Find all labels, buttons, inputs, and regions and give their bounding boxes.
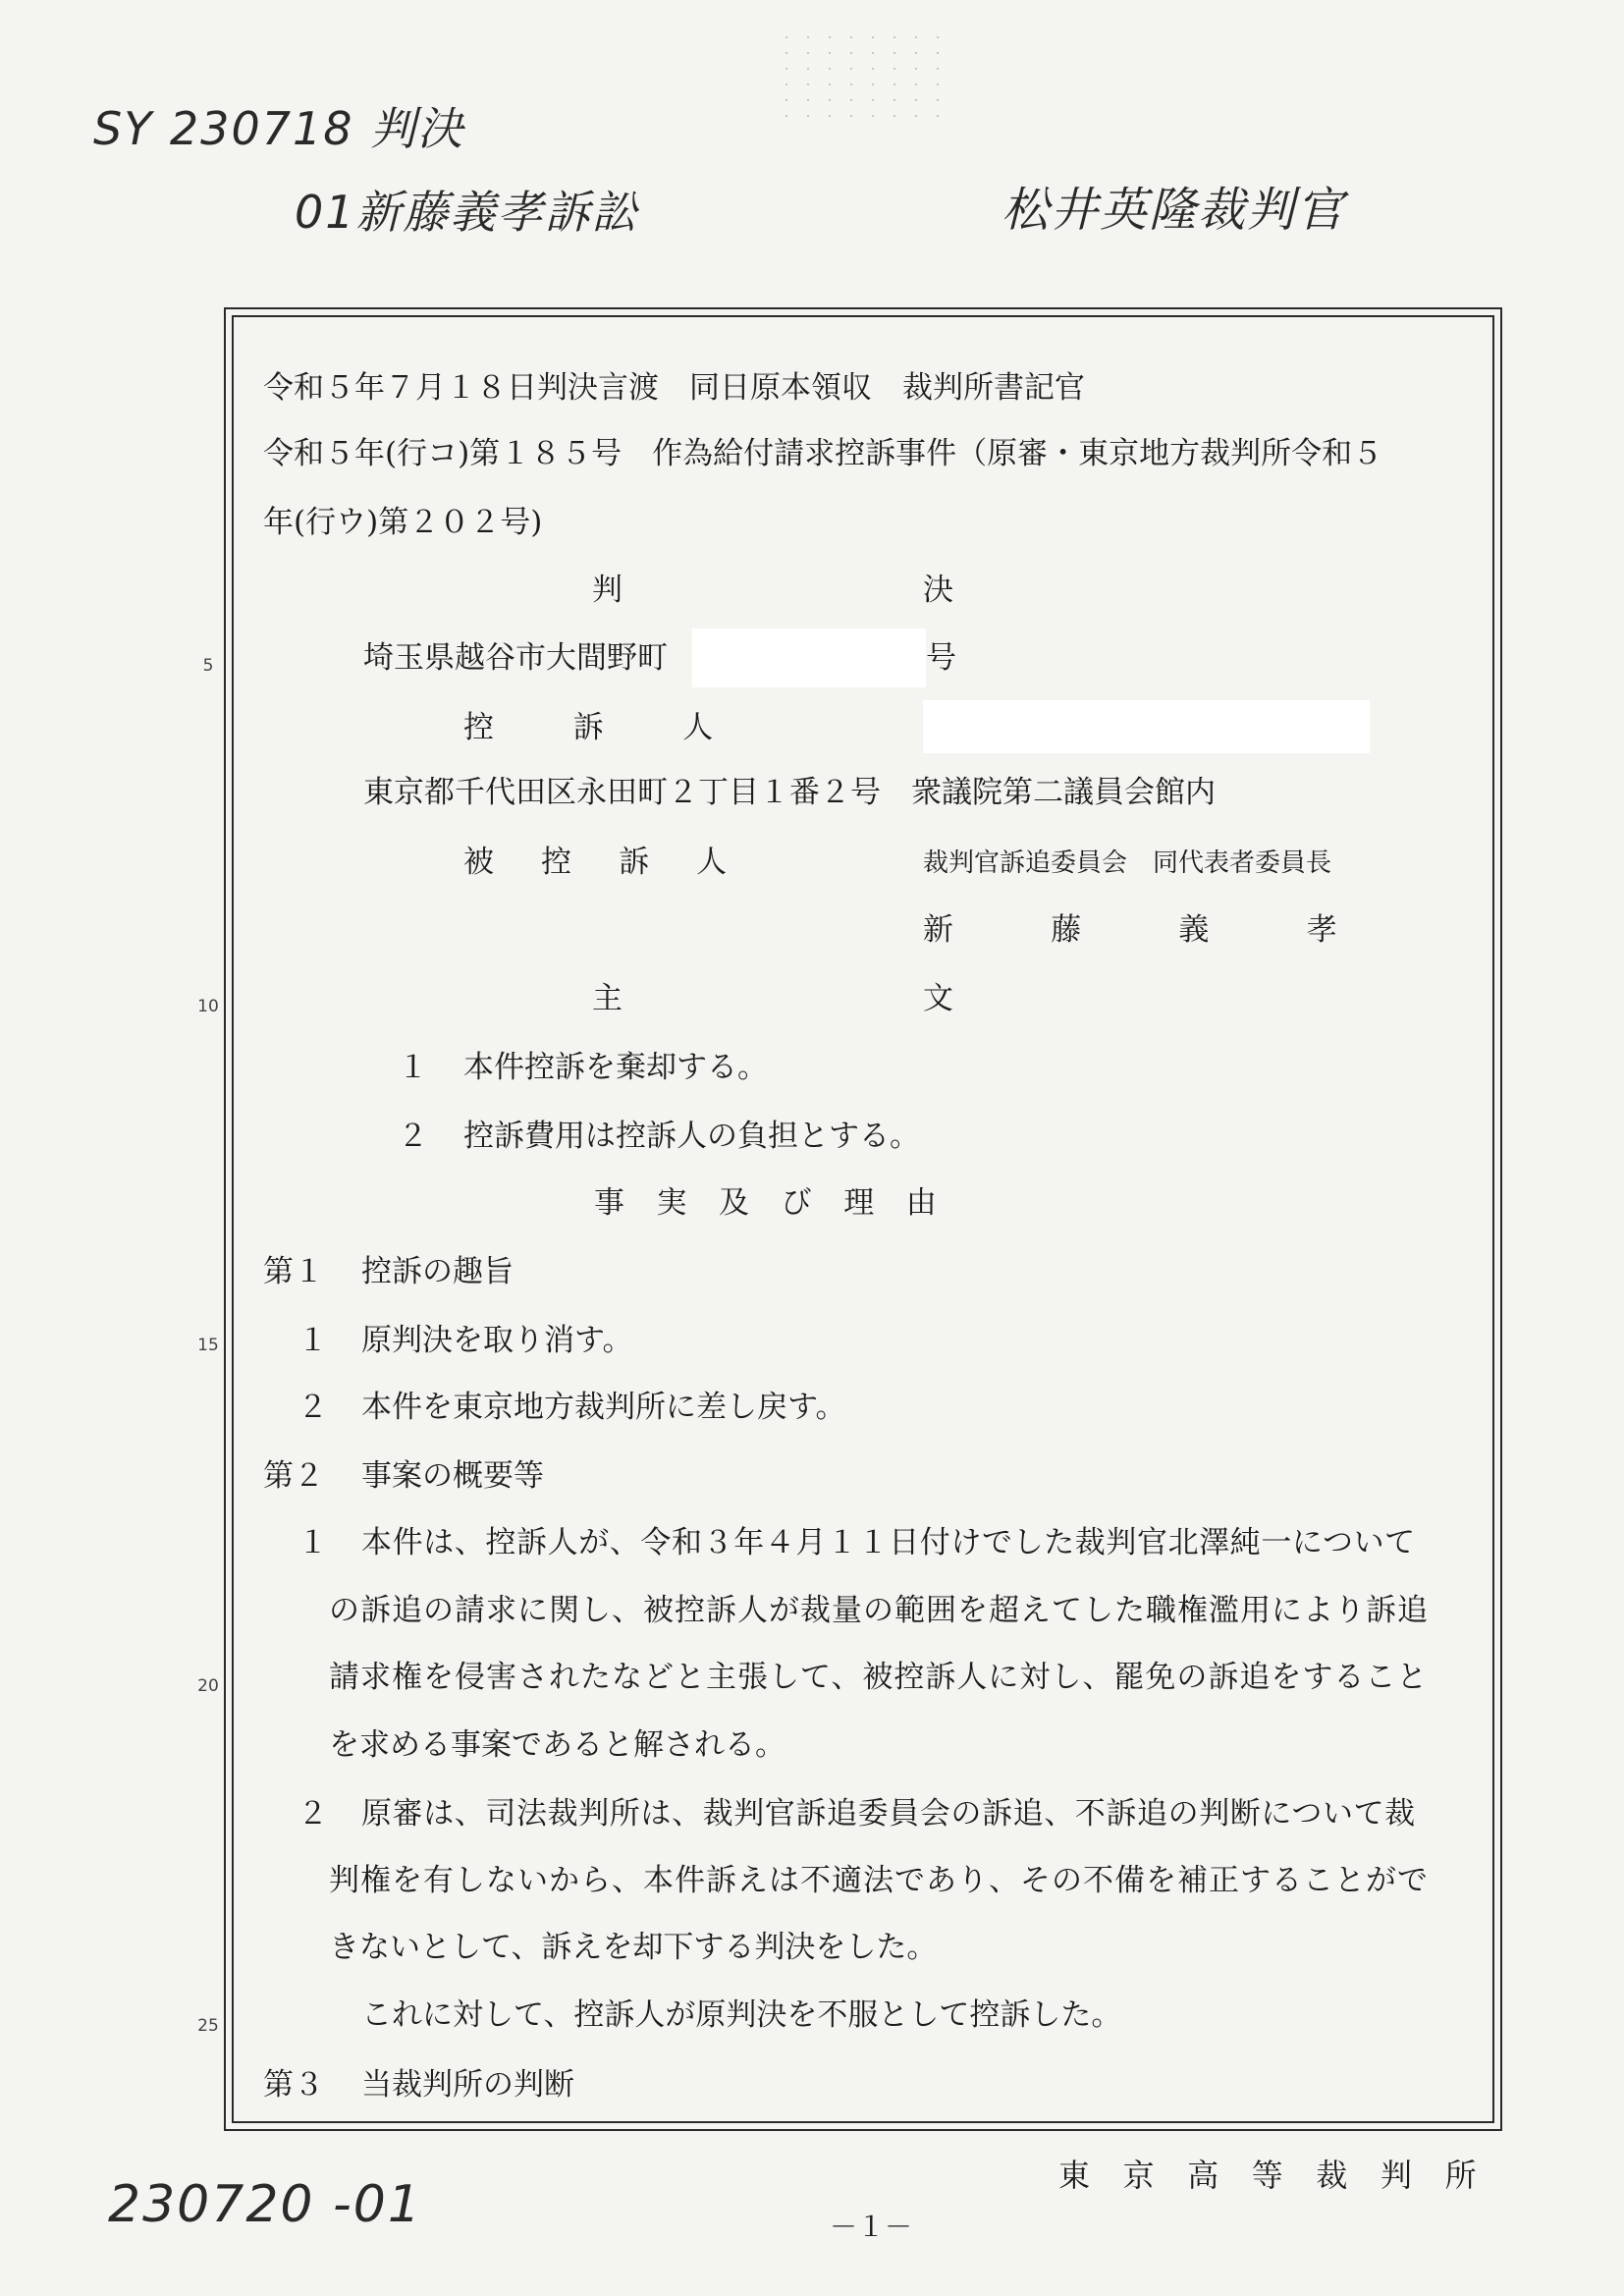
title-char-left: 判: [592, 573, 623, 608]
line-number: 25: [197, 2016, 219, 2036]
appellee-representative: [923, 912, 1435, 948]
line-number: 20: [197, 1676, 219, 1696]
reasons-heading-text: 事実及び理由: [594, 1185, 969, 1221]
section3-heading: 当裁判所の判断: [361, 2067, 574, 2103]
section3-num: 第３: [263, 2067, 324, 2103]
page-number: －１－: [830, 2211, 913, 2243]
section2-p2-line: 判権を有しないから、本件訴えは不適法であり、その不備を補正することがで: [329, 1863, 1429, 1898]
header-line-3: 年(行ウ)第２０２号): [263, 505, 543, 540]
section2-p1-line: を求める事案であると解される。: [329, 1727, 785, 1763]
court-name-text: 東京高等裁判所: [1058, 2157, 1510, 2194]
reasons-heading: [594, 1185, 969, 1221]
section1-num: 第１: [263, 1254, 324, 1289]
section2-p2-line: きないとして、訴えを却下する判決をした。: [329, 1930, 938, 1965]
appellee-role: [463, 847, 774, 878]
section1-item: 原判決を取り消す。: [361, 1323, 633, 1358]
redaction-appellant-name: [923, 700, 1370, 753]
section1-item: 本件を東京地方裁判所に差し戻す。: [361, 1390, 846, 1425]
section2-p1-line: 本件は、控訴人が、令和３年４月１１日付けでした裁判官北澤純一について: [361, 1525, 1416, 1560]
appellee-org: 裁判官訴追委員会 同代表者委員長: [923, 848, 1332, 878]
handwritten-case-id: SY 230718 判決: [93, 102, 465, 155]
section2-p1-line: の訴追の請求に関し、被控訴人が裁量の範囲を超えてした職権濫用により訴追: [329, 1593, 1429, 1628]
section2-heading: 事案の概要等: [361, 1458, 544, 1494]
section2-p2-line: 原審は、司法裁判所は、裁判官訴追委員会の訴追、不訴追の判断について裁: [361, 1796, 1416, 1831]
redaction-address: [692, 629, 926, 687]
main-text-item: 控訴費用は控訴人の負担とする。: [463, 1119, 920, 1154]
handwritten-case-title: 01新藤義孝訴訟: [295, 186, 639, 239]
appellant-address-suffix: 号: [926, 640, 956, 676]
appellant-role: [463, 710, 792, 745]
appellee-representative-text: 新藤義孝: [923, 912, 1435, 948]
appellee-address: 東京都千代田区永田町２丁目１番２号 衆議院第二議員会館内: [363, 775, 1216, 810]
paper-dots: [776, 29, 943, 118]
main-text-char-right: 文: [923, 981, 953, 1016]
section1-item-num: １: [298, 1323, 328, 1358]
main-text-item-num: １: [398, 1050, 428, 1085]
handwritten-judge-name: 松井英隆裁判官: [1001, 183, 1346, 238]
appellee-role-text: 被控訴人: [463, 845, 775, 880]
court-name: [1058, 2151, 1509, 2196]
section2-p2-num: ２: [298, 1796, 328, 1831]
line-number: 15: [197, 1336, 219, 1355]
main-text-item-num: ２: [398, 1119, 428, 1154]
header-line-1: 令和５年７月１８日判決言渡 同日原本領収 裁判所書記官: [263, 370, 1085, 406]
header-line-2: 令和５年(行コ)第１８５号 作為給付請求控訴事件（原審・東京地方裁判所令和５: [263, 436, 1383, 471]
handwritten-received-id: 230720 -01: [108, 2175, 422, 2234]
section2-num: 第２: [263, 1458, 324, 1494]
section2-p1-line: 請求権を侵害されたなどと主張して、被控訴人に対し、罷免の訴追をすること: [329, 1660, 1429, 1695]
section1-heading: 控訴の趣旨: [361, 1254, 514, 1289]
appellant-address: 埼玉県越谷市大間野町: [363, 640, 668, 676]
main-text-char-left: 主: [592, 981, 623, 1016]
line-number: 5: [202, 656, 214, 676]
section2-p2-line: これに対して、控訴人が原判決を不服として控訴した。: [361, 1997, 1122, 2033]
title-char-right: 決: [923, 573, 953, 608]
line-number: 10: [197, 997, 219, 1016]
section2-p1-num: １: [298, 1525, 328, 1560]
main-text-item: 本件控訴を棄却する。: [463, 1050, 768, 1085]
section1-item-num: ２: [298, 1390, 328, 1425]
appellant-role-text: 控訴人: [463, 710, 792, 745]
